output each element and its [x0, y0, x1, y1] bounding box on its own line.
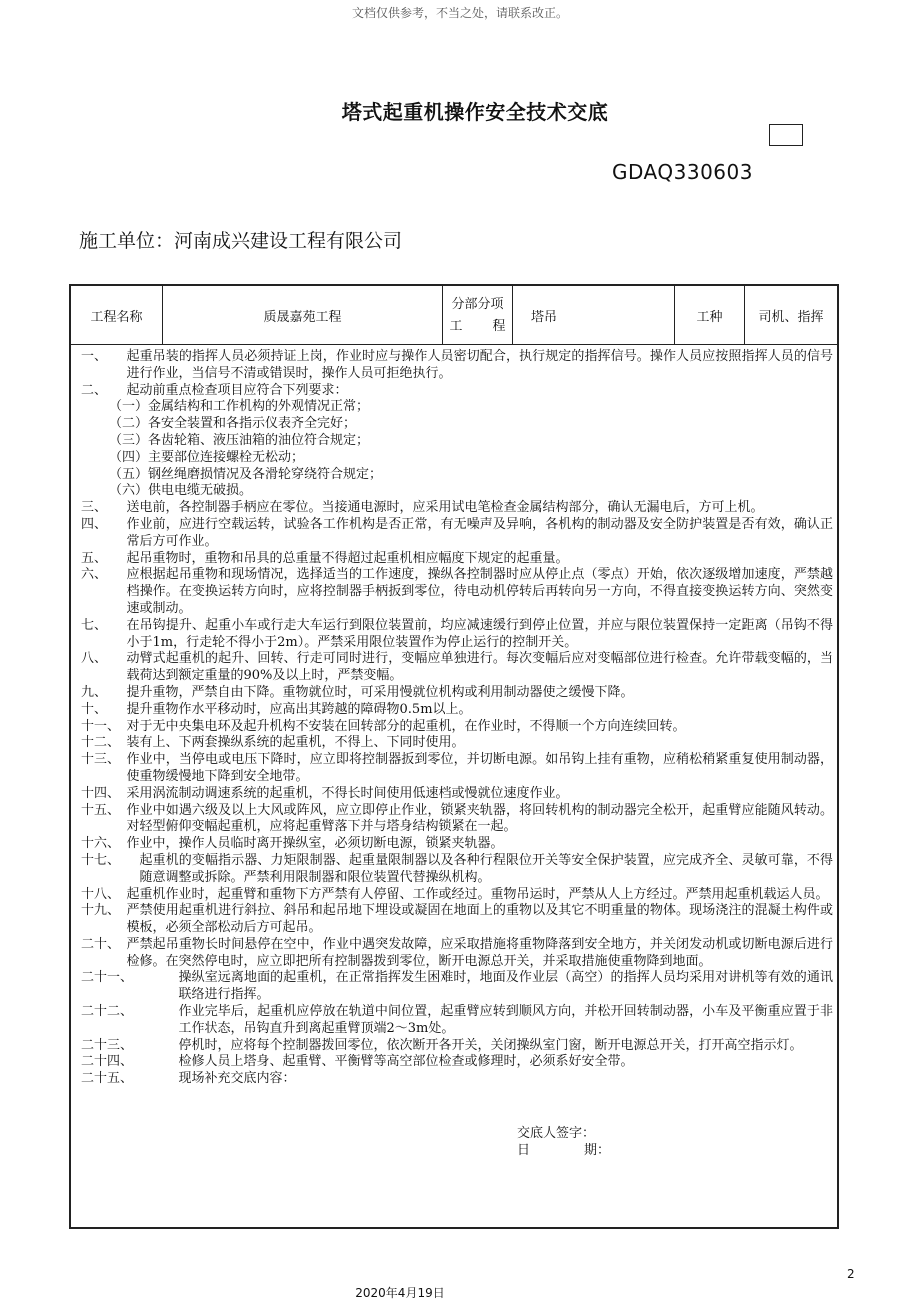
item-text: 作业中，操作人员临时离开操纵室，必须切断电源，锁紧夹轨器。: [126, 836, 504, 852]
sub-project-label: [443, 286, 536, 344]
item-text: 动臂式起重机的起升、回转、行走可同时进行，变幅应单独进行。每次变幅后应对变幅部位进行检查。允许带载变幅的，当载荷达到额定重量的90%及以上时，严禁变幅。: [126, 651, 833, 684]
list-item: [81, 618, 833, 652]
sub-list-item: [81, 433, 833, 450]
sub-list-item: [81, 450, 833, 467]
item-number: 六、: [81, 567, 127, 583]
date-label-part2: 期：: [584, 1143, 611, 1158]
sub-project-label-line2: 工程: [449, 319, 536, 334]
item-number: 十、: [81, 701, 127, 717]
item-text: 应根据起吊重物和现场情况，选择适当的工作速度，操纵各控制器时应从停止点（零点）开始，依次逐级增加速度，严禁越档操作。在变换运转方向时，应将控制器手柄扳到零位，待电动机停转后再转向另一方向，不得直接变换运转方向、突然变速或制动。: [126, 567, 833, 616]
item-number: （六）: [109, 483, 149, 499]
item-text: 起重机作业时，起重臂和重物下方严禁有人停留、工作或经过。重物吊运时，严禁从人上方经过。严禁用起重机载运人员。: [126, 886, 829, 902]
list-item: [81, 970, 833, 1004]
item-number: 二十一、: [81, 970, 179, 986]
document-title: 塔式起重机操作安全技术交底: [341, 100, 609, 124]
item-text: 主要部位连接螺栓无松动；: [148, 449, 305, 465]
item-number: 二十、: [81, 936, 127, 952]
item-number: 二十二、: [81, 1004, 179, 1020]
list-item: [81, 551, 833, 568]
item-number: 十二、: [81, 735, 127, 751]
trade-value: 司机、指挥: [758, 309, 824, 325]
item-text: 装有上、下两套操纵系统的起重机，不得上、下同时使用。: [126, 735, 465, 751]
sub-list-item: [81, 467, 833, 484]
page-number: 2: [847, 1267, 855, 1281]
item-text: 各齿轮箱、液压油箱的油位符合规定；: [148, 432, 370, 448]
item-number: 二十五、: [81, 1071, 179, 1087]
item-text: 严禁起吊重物长时间悬停在空中，作业中遇突发故障，应采取措施将重物降落到安全地方，并关闭发动机或切断电源后进行检修。在突然停电时，应立即把所有控制器拨到零位，断开电源总开关，并采取措施使重物降到地面。: [126, 936, 833, 969]
item-number: 十四、: [81, 785, 127, 801]
construction-unit: 施工单位：河南成兴建设工程有限公司: [79, 230, 403, 252]
list-item: [81, 383, 833, 400]
item-number: 十三、: [81, 752, 127, 768]
disclosure-content: [81, 349, 833, 1088]
item-number: 一、: [81, 349, 127, 364]
item-text: 操纵室远离地面的起重机，在正常指挥发生困难时，地面及作业层（高空）的指挥人员均采用对讲机等有效的通讯联络进行指挥。: [178, 970, 833, 1003]
item-text: 起动前重点检查项目应符合下列要求：: [126, 382, 348, 398]
trade-label: 工种: [675, 286, 745, 344]
item-number: 十一、: [81, 718, 127, 734]
item-number: （二）: [109, 416, 149, 432]
list-item: [81, 1054, 833, 1071]
item-text: 现场补充交底内容：: [178, 1071, 296, 1087]
item-number: 四、: [81, 516, 127, 532]
item-number: （四）: [109, 449, 149, 465]
project-name-label: 工程名称: [71, 286, 163, 344]
sub-list-item: [81, 483, 833, 500]
list-item: [81, 517, 833, 551]
list-item: [81, 786, 833, 803]
signer-label: 交底人签字：: [517, 1126, 596, 1141]
item-text: 停机时，应将每个控制器拨回零位，依次断开各开关，关闭操纵室门窗，断开电源总开关，打开高空指示灯。: [178, 1037, 803, 1053]
document-note: 文档仅供参考，不当之处，请联系改正。: [351, 6, 568, 20]
item-number: 二、: [81, 382, 127, 398]
list-item: [81, 1004, 833, 1038]
item-number: （三）: [109, 432, 149, 448]
item-text: 作业前，应进行空载运转，试验各工作机构是否正常，有无噪声及异响，各机构的制动器及安全防护装置是否有效，确认正常后方可作业。: [126, 516, 833, 549]
list-item: [81, 349, 833, 383]
list-item: [81, 853, 833, 887]
list-item: [81, 887, 833, 904]
list-item: [81, 1038, 833, 1055]
item-number: 七、: [81, 617, 127, 633]
item-text: 起重吊装的指挥人员必须持证上岗，作业时应与操作人员密切配合，执行规定的指挥信号。操作人员应按照指挥人员的信号进行作业，当信号不清或错误时，操作人员可拒绝执行。: [126, 349, 833, 381]
list-item: [81, 685, 833, 702]
list-item: [81, 735, 833, 752]
list-item: [81, 836, 833, 853]
item-number: 九、: [81, 684, 127, 700]
document-code: GDAQ330603: [612, 160, 753, 184]
item-number: （一）: [109, 399, 149, 415]
item-text: 对于无中央集电环及起升机构不安装在回转部分的起重机，在作业时，不得顺一个方向连续回转。: [126, 718, 686, 734]
item-text: 起吊重物时，重物和吊具的总重量不得超过起重机相应幅度下规定的起重量。: [126, 550, 569, 566]
item-number: 二十三、: [81, 1037, 179, 1053]
list-item: [81, 803, 833, 837]
list-item: [81, 719, 833, 736]
item-text: 检修人员上塔身、起重臂、平衡臂等高空部位检查或修理时，必须系好安全带。: [178, 1054, 634, 1070]
disclosure-table: [69, 284, 839, 1229]
list-item: [81, 702, 833, 719]
empty-box: [769, 124, 803, 146]
list-item: [81, 1071, 833, 1088]
item-text: 金属结构和工作机构的外观情况正常；: [148, 399, 370, 415]
project-name-value: 质晟嘉苑工程: [163, 286, 443, 344]
item-number: 五、: [81, 550, 127, 566]
item-text: 作业完毕后，起重机应停放在轨道中间位置，起重臂应转到顺风方向，并松开回转制动器，小车及平衡重应置于非工作状态，吊钩直升到离起重臂顶端2～3m处。: [178, 1004, 833, 1036]
sub-project-value: 塔吊: [513, 286, 675, 344]
item-number: 十九、: [81, 903, 127, 919]
item-text: 提升重物，严禁自由下降。重物就位时，可采用慢就位机构或利用制动器使之缓慢下降。: [126, 684, 634, 700]
date-label-part1: 日: [517, 1143, 531, 1158]
list-item: [81, 651, 833, 685]
date-label: [517, 1143, 610, 1160]
sub-list-item: [81, 416, 833, 433]
list-item: [81, 500, 833, 517]
item-number: 二十四、: [81, 1054, 179, 1070]
table-header-row: [71, 286, 837, 345]
item-text: 在吊钩提升、起重小车或行走大车运行到限位装置前，均应减速缓行到停止位置，并应与限位装置保持一定距离（吊钩不得小于1m，行走轮不得小于2m）。严禁采用限位装置作为停止运行的控制开关。: [126, 617, 833, 650]
item-text: 钢丝绳磨损情况及各滑轮穿绕符合规定；: [148, 466, 383, 482]
item-number: 十六、: [81, 836, 127, 852]
item-number: 八、: [81, 651, 127, 667]
item-number: （五）: [109, 466, 149, 482]
item-text: 起重机的变幅指示器、力矩限制器、起重量限制器以及各种行程限位开关等安全保护装置，应完成齐全、灵敏可靠，不得随意调整或拆除。严禁利用限制器和限位装置代替操纵机构。: [139, 852, 833, 885]
item-text: 采用涡流制动调速系统的起重机，不得长时间使用低速档或慢就位速度作业。: [126, 785, 569, 801]
item-text: 提升重物作水平移动时，应高出其跨越的障碍物0.5m以上。: [126, 701, 472, 717]
item-text: 作业中如遇六级及以上大风或阵风，应立即停止作业，锁紧夹轨器，将回转机构的制动器完全松开，起重臂应能随风转动。对轻型俯仰变幅起重机，应将起重臂落下并与塔身结构锁紧在一起。: [126, 802, 833, 835]
list-item: [81, 752, 833, 786]
item-text: 供电电缆无破损。: [148, 483, 253, 499]
item-text: 送电前，各控制器手柄应在零位。当接通电源时，应采用试电笔检查金属结构部分，确认无漏电后，方可上机。: [126, 500, 764, 516]
item-number: 十五、: [81, 802, 127, 818]
sub-project-label-line1: 分部分项: [451, 297, 504, 312]
item-text: 各安全装置和各指示仪表齐全完好；: [148, 416, 357, 432]
item-text: 严禁使用起重机进行斜拉、斜吊和起吊地下埋设或凝固在地面上的重物以及其它不明重量的物体。现场浇注的混凝土构件或模板，必须全部松动后方可起吊。: [126, 903, 833, 936]
list-item: [81, 903, 833, 937]
item-number: 十八、: [81, 886, 127, 902]
list-item: [81, 937, 833, 971]
footer-date: 2020年4月19日: [355, 1286, 445, 1300]
item-number: 三、: [81, 500, 127, 516]
list-item: [81, 567, 833, 617]
item-number: 十七、: [81, 852, 140, 868]
item-text: 作业中，当停电或电压下降时，应立即将控制器扳到零位，并切断电源。如吊钩上挂有重物，应稍松稍紧重复使用制动器，使重物缓慢地下降到安全地带。: [126, 752, 833, 784]
sub-list-item: [81, 399, 833, 416]
